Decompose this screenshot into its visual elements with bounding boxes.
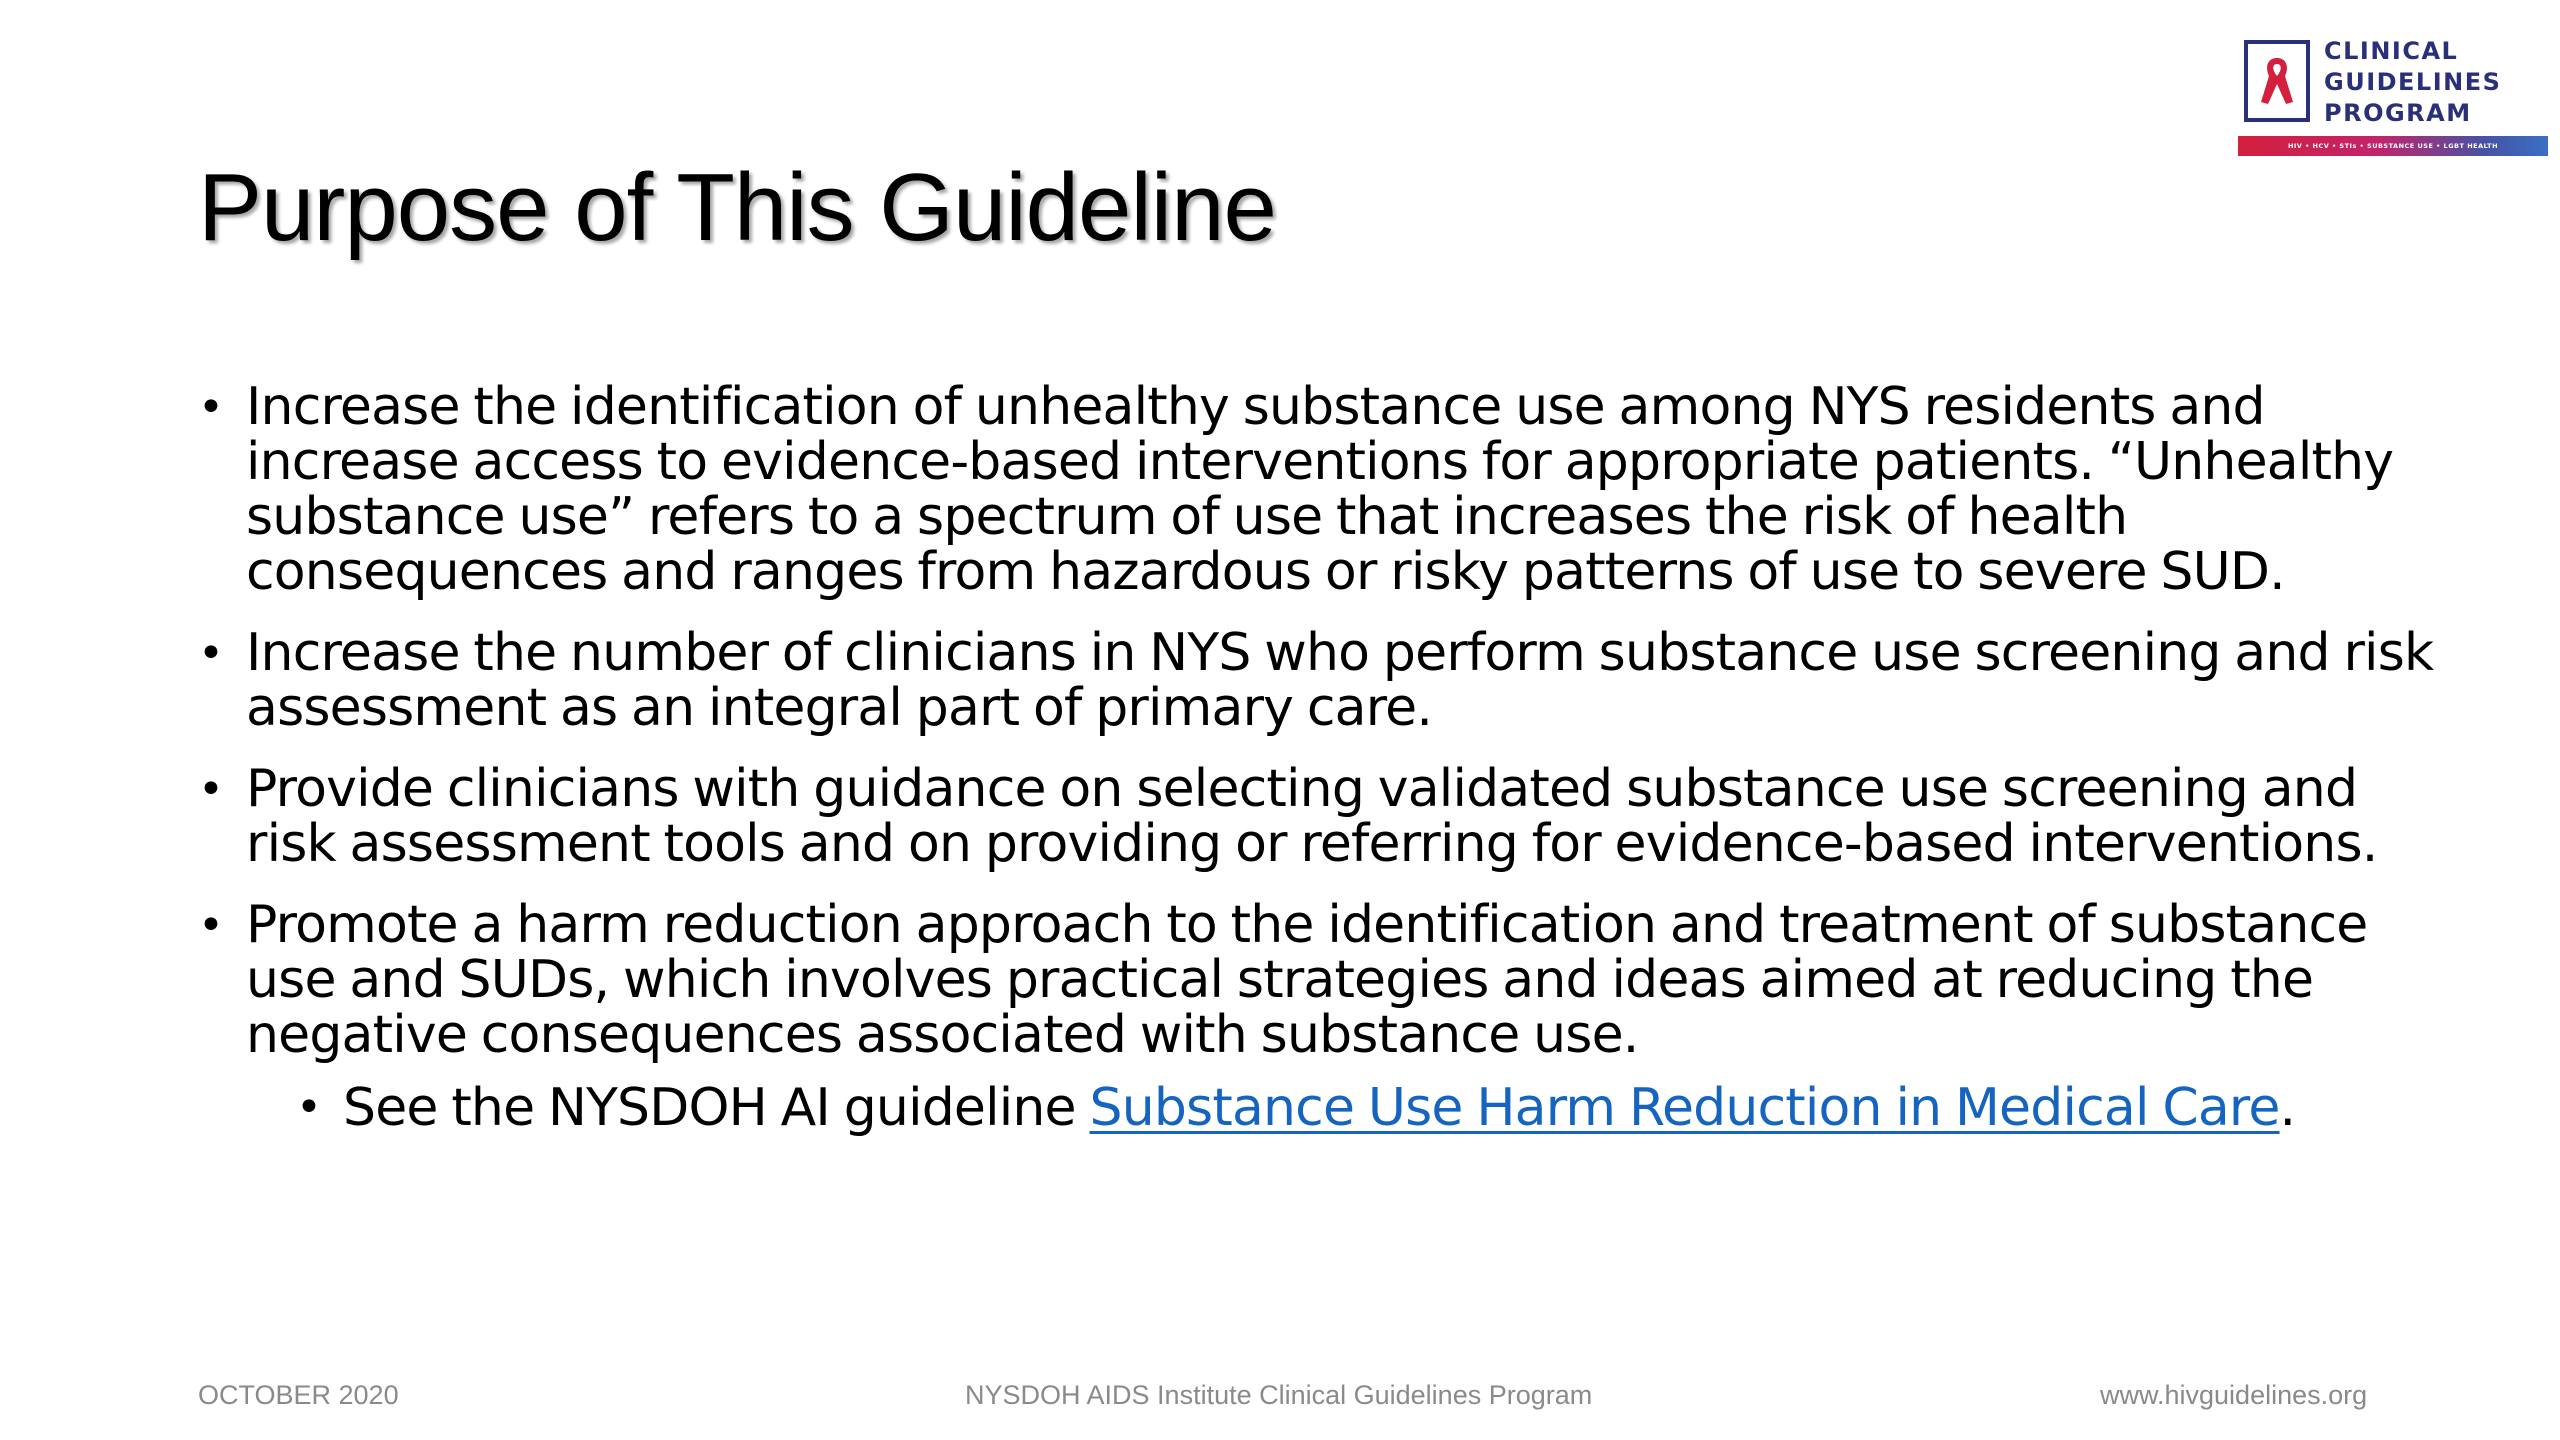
bullet-dot-icon: • — [198, 900, 224, 951]
bullet-item — [198, 895, 2438, 1065]
bullet-item — [198, 377, 2438, 602]
bullet-item — [198, 759, 2438, 874]
bullet-dot-icon: • — [198, 382, 224, 433]
bullet-text: Promote a harm reduction approach to the identification and treatment of substance use and SUDs, which involves practical strategies and ideas aimed at reducing the negative consequences associated with substance use. — [246, 895, 2368, 1065]
bullet-list — [198, 377, 2438, 1141]
slide-title: Purpose of This Guideline — [198, 154, 1276, 261]
footer-program: NYSDOH AIDS Institute Clinical Guidelines Program — [965, 1380, 1593, 1410]
logo-tagline-bar: HIV • HCV • STIs • SUBSTANCE USE • LGBT HEALTH — [2238, 136, 2548, 156]
footer-website: www.hivguidelines.org — [2100, 1380, 2368, 1410]
logo-line-3: PROGRAM — [2324, 99, 2472, 127]
red-ribbon-icon — [2244, 40, 2310, 122]
logo-wordmark — [2324, 36, 2501, 129]
bullet-dot-icon: • — [198, 764, 224, 815]
bullet-text: Provide clinicians with guidance on selecting validated substance use screening and risk assessment tools and on providing or referring for evidence-based interventions. — [246, 759, 2378, 874]
logo-line-2: GUIDELINES — [2324, 68, 2502, 96]
logo-line-1: CLINICAL — [2324, 37, 2459, 65]
sub-bullet-item — [198, 1075, 2438, 1141]
bullet-text: Increase the identification of unhealthy substance use among NYS residents and increase access to evidence-based interventions for appropriate patients. “Unhealthy substance use” refers to a spectrum of use that increases the risk of health consequences and ranges from hazardous or risky patterns of use to severe SUD. — [246, 377, 2394, 602]
footer-date: OCTOBER 2020 — [198, 1380, 399, 1410]
sub-bullet-suffix: . — [2279, 1078, 2296, 1138]
guideline-link[interactable]: Substance Use Harm Reduction in Medical Care — [1089, 1078, 2280, 1138]
clinical-guidelines-logo — [2238, 36, 2550, 162]
bullet-dot-icon: • — [198, 628, 224, 679]
sub-bullet-prefix: See the NYSDOH AI guideline — [343, 1078, 1090, 1138]
bullet-dot-icon: • — [296, 1082, 322, 1133]
bullet-item — [198, 623, 2438, 738]
bullet-text: Increase the number of clinicians in NYS who perform substance use screening and risk assessment as an integral part of primary care. — [246, 623, 2434, 738]
